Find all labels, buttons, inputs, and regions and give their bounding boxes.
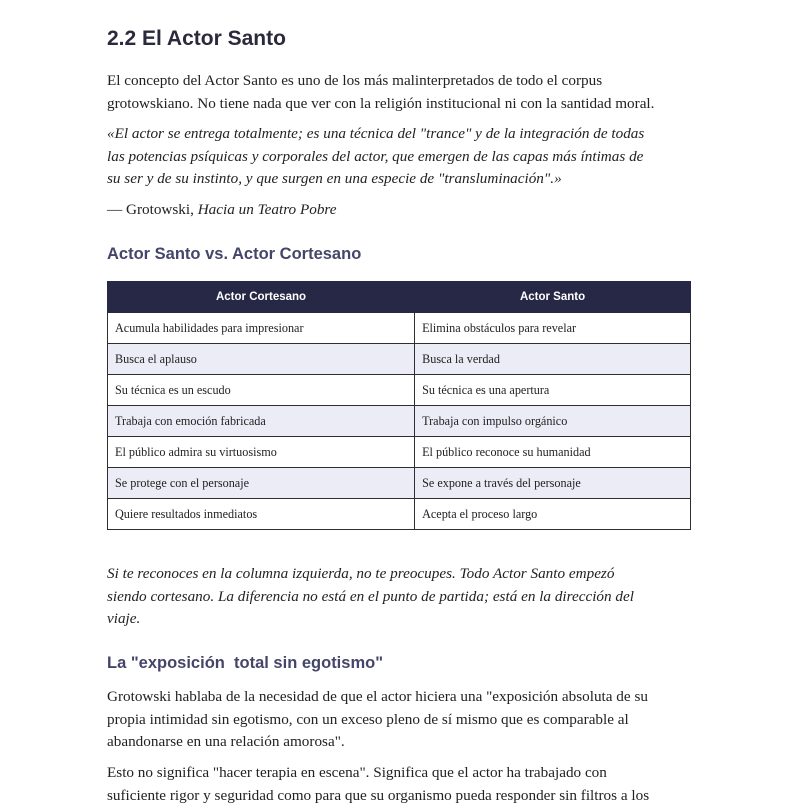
table-row xyxy=(108,499,691,530)
table-cell: Su técnica es una apertura xyxy=(415,375,691,406)
quote-line: su ser y de su instinto, y que surgen en una especie de "transluminación".» xyxy=(107,168,690,191)
quote-line: las potencias psíquicas y corporales del actor, que emergen de las capas más íntimas de xyxy=(107,146,690,169)
reflection-line: Si te reconoces en la columna izquierda, no te preocupes. Todo Actor Santo empezó xyxy=(107,563,690,586)
table-cell: El público admira su virtuosismo xyxy=(108,437,415,468)
table-cell: Acumula habilidades para impresionar xyxy=(108,313,415,344)
table-row xyxy=(108,437,691,468)
table-header-row xyxy=(108,282,691,313)
exposure-line: Esto no significa "hacer terapia en escena". Significa que el actor ha trabajado con xyxy=(107,762,690,785)
table-row xyxy=(108,375,691,406)
table-row xyxy=(108,344,691,375)
table-cell: Su técnica es un escudo xyxy=(108,375,415,406)
comparison-table-wrap xyxy=(107,281,690,530)
table-cell: Busca la verdad xyxy=(415,344,691,375)
table-cell: Quiere resultados inmediatos xyxy=(108,499,415,530)
comparison-table xyxy=(107,281,691,530)
table-row xyxy=(108,406,691,437)
table-cell: Elimina obstáculos para revelar xyxy=(415,313,691,344)
table-cell: Se expone a través del personaje xyxy=(415,468,691,499)
reflection-paragraph xyxy=(107,563,690,631)
table-row xyxy=(108,313,691,344)
exposure-line: Grotowski hablaba de la necesidad de que el actor hiciera una "exposición absoluta de su xyxy=(107,686,690,709)
attribution-work: Hacia un Teatro Pobre xyxy=(198,201,337,218)
reflection-line: siendo cortesano. La diferencia no está en el punto de partida; está en la dirección del xyxy=(107,586,690,609)
table-cell: Se protege con el personaje xyxy=(108,468,415,499)
table-cell: Trabaja con emoción fabricada xyxy=(108,406,415,437)
exposure-line: suficiente rigor y seguridad como para que su organismo pueda responder sin filtros a los xyxy=(107,785,690,807)
exposure-paragraph-2 xyxy=(107,762,690,807)
table-cell: El público reconoce su humanidad xyxy=(415,437,691,468)
column-header-cortesano: Actor Cortesano xyxy=(108,282,415,313)
intro-paragraph xyxy=(107,70,690,115)
exposure-paragraph-1 xyxy=(107,686,690,754)
table-row xyxy=(108,468,691,499)
exposure-line: abandonarse en una relación amorosa". xyxy=(107,731,690,754)
grotowski-quote xyxy=(107,123,690,191)
quote-attribution xyxy=(107,199,690,222)
intro-line: grotowskiano. No tiene nada que ver con la religión institucional ni con la santidad moral. xyxy=(107,93,690,116)
table-cell: Trabaja con impulso orgánico xyxy=(415,406,691,437)
comparison-heading-wrap xyxy=(107,245,690,264)
comparison-heading: Actor Santo vs. Actor Cortesano xyxy=(107,245,690,264)
table-cell: Acepta el proceso largo xyxy=(415,499,691,530)
reflection-line: viaje. xyxy=(107,608,690,631)
section-title: 2.2 El Actor Santo xyxy=(107,27,286,51)
table-cell: Busca el aplauso xyxy=(108,344,415,375)
exposure-heading-wrap xyxy=(107,654,690,673)
quote-line: «El actor se entrega totalmente; es una técnica del "trance" y de la integración de todas xyxy=(107,123,690,146)
intro-line: El concepto del Actor Santo es uno de los más malinterpretados de todo el corpus xyxy=(107,70,690,93)
exposure-heading: La "exposición total sin egotismo" xyxy=(107,654,690,673)
column-header-santo: Actor Santo xyxy=(415,282,691,313)
attribution-author: — Grotowski, xyxy=(107,201,198,218)
exposure-line: propia intimidad sin egotismo, con un exceso pleno de sí mismo que es comparable al xyxy=(107,709,690,732)
